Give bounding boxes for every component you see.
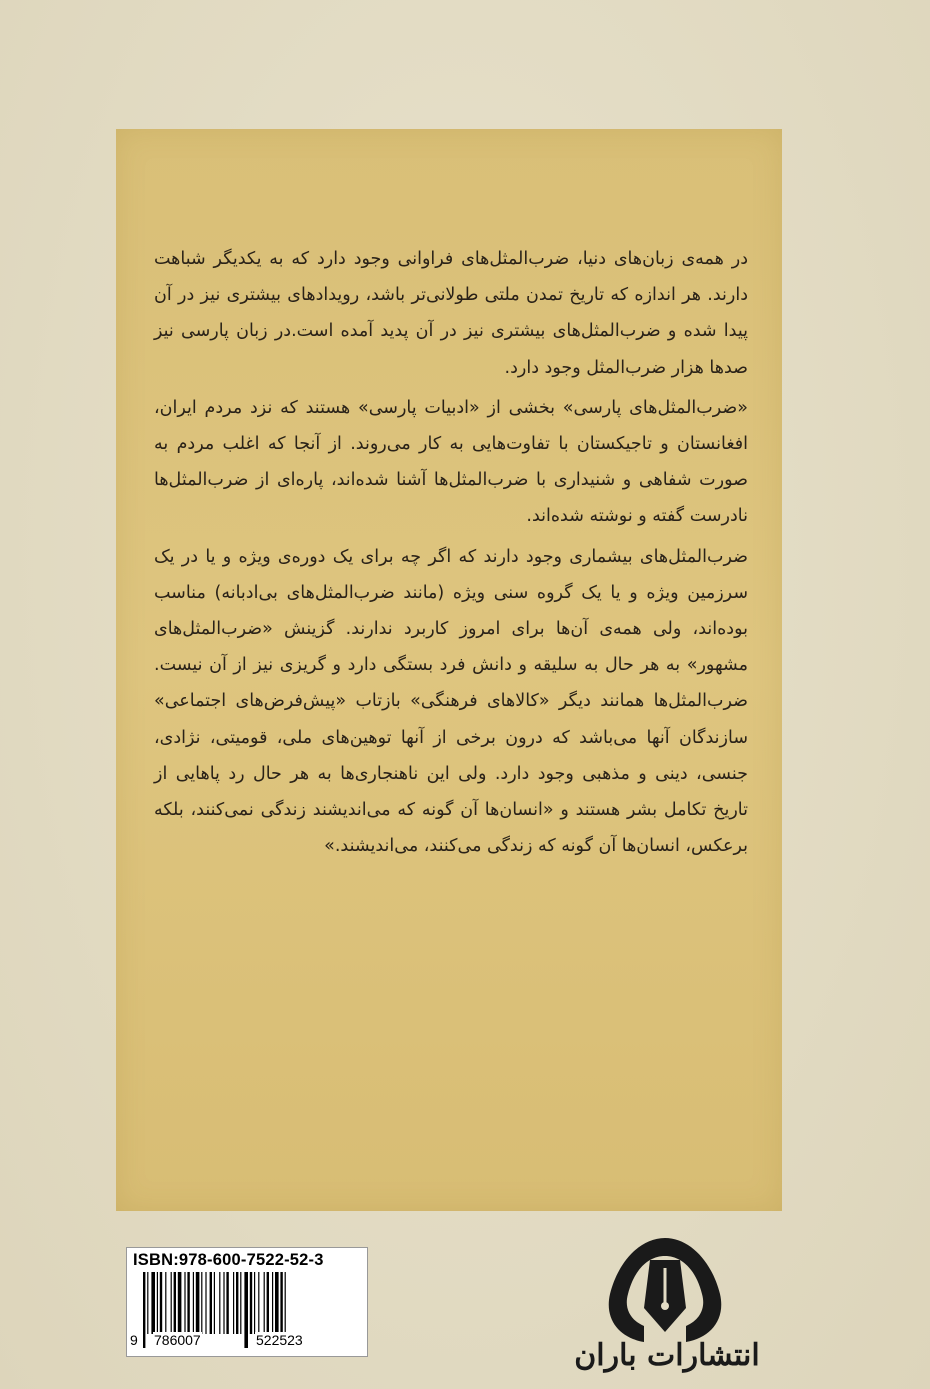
isbn-barcode-box bbox=[126, 1247, 368, 1357]
barcode-digits-right: 522523 bbox=[256, 1332, 303, 1348]
blurb-paragraph-1: در همه‌ی زبان‌های دنیا، ضرب‌المثل‌های فراوانی وجود دارد که به یکدیگر شباهت دارند. هر اندازه که تاریخ تمدن ملتی طولانی‌تر باشد، رویدادهای بیشتری نیز در آن پیدا شده و ضرب‌المثل‌های بیشتری نیز در آن پدید آمده است.در زبان پارسی نیز صدها هزار ضرب‌المثل وجود دارد. bbox=[154, 249, 748, 378]
isbn-label: ISBN:978-600-7522-52-3 bbox=[133, 1251, 324, 1269]
barcode-digit-first: 9 bbox=[130, 1332, 138, 1348]
blurb-paragraph-3: ضرب‌المثل‌های بیشماری وجود دارند که اگر چه برای یک دوره‌ی ویژه و یا در یک سرزمین ویژه و یا یک گروه سنی ویژه (مانند ضرب‌المثل‌های بی‌ادبانه) مناسب بوده‌اند، ولی همه‌ی آن‌ها برای امروز کاربرد ندارند. گزینش «ضرب‌المثل‌های مشهور» به هر حال به سلیقه و دانش فرد بستگی دارد و گریزی نیز از آن نیست. ضرب‌المثل‌ها همانند دیگر «کالاهای فرهنگی» بازتاب «پیش‌فرض‌های اجتماعی» سازندگان آنها می‌باشد که درون برخی از آنها توهین‌های ملی، قومیتی، نژادی، جنسی، دینی و مذهبی وجود دارد. ولی این ناهنجاری‌ها به هر حال رد پاهایی از تاریخ تکامل بشر هستند و «انسان‌ها آن گونه که می‌اندیشند زندگی نمی‌کنند، بلکه برعکس، انسان‌ها آن گونه که زندگی می‌کنند، می‌اندیشند.» bbox=[154, 546, 748, 857]
blurb-paragraph-2: «ضرب‌المثل‌های پارسی» بخشی از «ادبیات پارسی» هستند که نزد مردم ایران، افغانستان و تاجیکستان با تفاوت‌هایی به کار می‌روند. از آنجا که اغلب مردم به صورت شفاهی و شنیداری با ضرب‌المثل‌ها آشنا شده‌اند، پاره‌ای از ضرب‌المثل‌ها نادرست گفته و نوشته شده‌اند. bbox=[154, 397, 748, 527]
publisher-name: انتشارات باران bbox=[574, 1338, 760, 1373]
barcode-digits-left: 786007 bbox=[154, 1332, 201, 1348]
blurb-text bbox=[154, 241, 748, 868]
blurb-panel bbox=[116, 129, 782, 1211]
